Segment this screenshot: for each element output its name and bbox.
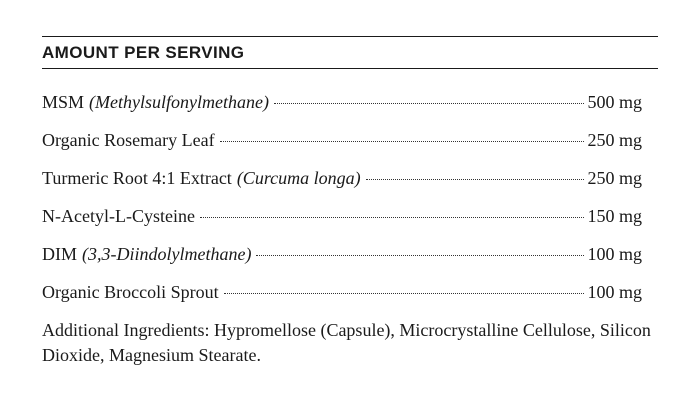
ingredient-row-turmeric xyxy=(42,168,642,206)
ingredient-amount: 500 mg xyxy=(587,92,642,112)
ingredient-name: DIM (3,3-Diindolylmethane) xyxy=(42,244,252,264)
dot-leader xyxy=(274,103,585,104)
ingredient-amount: 100 mg xyxy=(587,282,642,302)
ingredient-list xyxy=(42,92,642,320)
dot-leader xyxy=(224,293,585,294)
top-rule xyxy=(42,36,658,37)
ingredient-latin-name: (Methylsulfonylmethane) xyxy=(89,92,269,112)
dot-leader xyxy=(366,179,585,180)
ingredient-row-broccoli xyxy=(42,282,642,320)
ingredient-row-dim xyxy=(42,244,642,282)
additional-ingredients: Additional Ingredients: Hypromellose (Capsule), Microcrystalline Cellulose, Silicon Dioxide, Magnesium Stearate. xyxy=(42,320,651,365)
ingredient-name: Turmeric Root 4:1 Extract (Curcuma longa) xyxy=(42,168,361,188)
ingredient-name: Organic Rosemary Leaf xyxy=(42,130,215,150)
ingredient-row-rosemary xyxy=(42,130,642,168)
ingredient-amount: 250 mg xyxy=(587,168,642,188)
ingredient-amount: 100 mg xyxy=(587,244,642,264)
header-rule xyxy=(42,68,658,69)
ingredient-amount: 250 mg xyxy=(587,130,642,150)
ingredient-row-msm xyxy=(42,92,642,130)
dot-leader xyxy=(256,255,584,256)
dot-leader xyxy=(220,141,585,142)
ingredient-latin-name: (Curcuma longa) xyxy=(236,168,361,188)
dot-leader xyxy=(200,217,585,218)
ingredient-row-nac xyxy=(42,206,642,244)
ingredient-name: MSM (Methylsulfonylmethane) xyxy=(42,92,269,112)
ingredient-name: Organic Broccoli Sprout xyxy=(42,282,219,302)
amount-per-serving-header: AMOUNT PER SERVING xyxy=(42,43,245,62)
ingredient-name: N-Acetyl-L-Cysteine xyxy=(42,206,195,226)
ingredient-latin-name: (3,3-Diindolylmethane) xyxy=(82,244,252,264)
supplement-facts-panel xyxy=(42,0,658,400)
ingredient-amount: 150 mg xyxy=(587,206,642,226)
